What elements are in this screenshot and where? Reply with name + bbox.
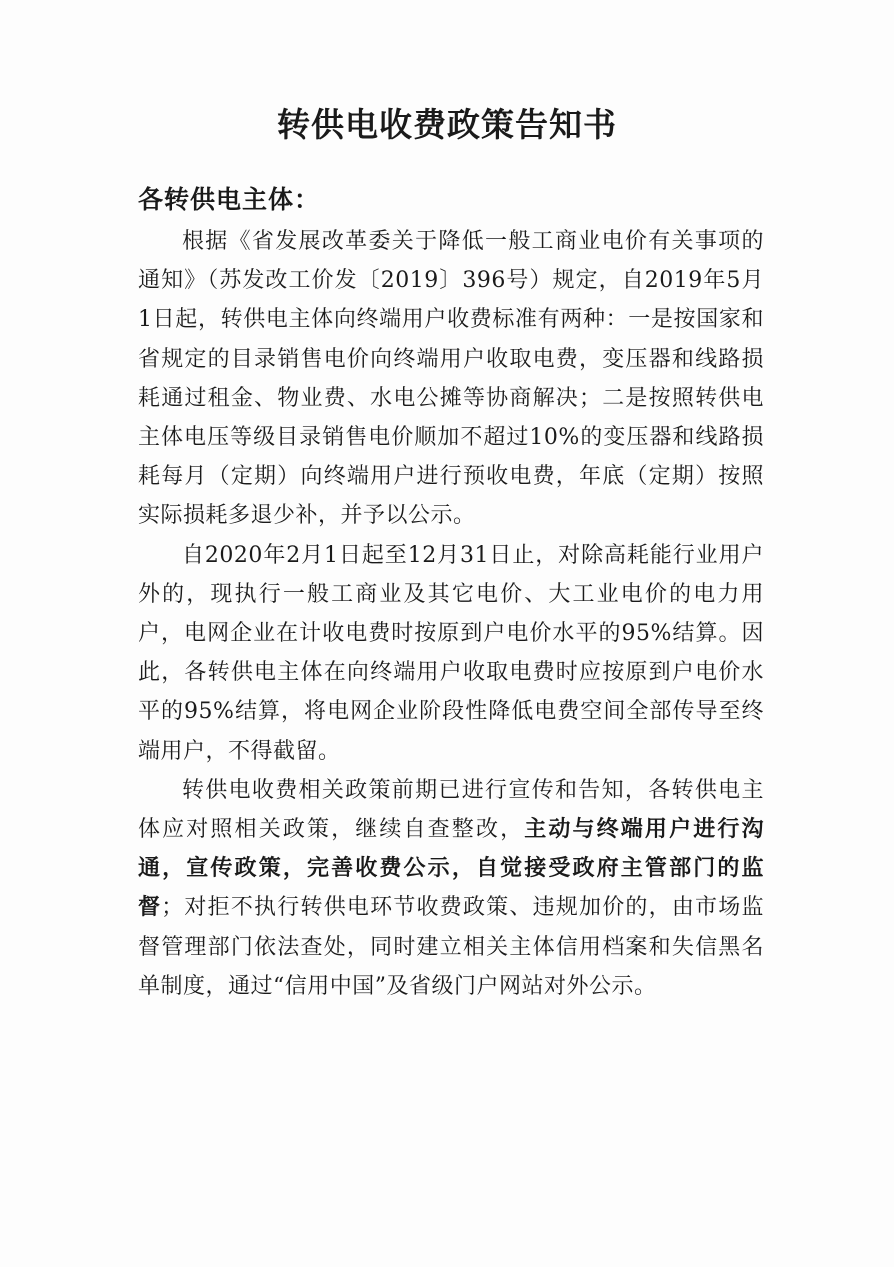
salutation: 各转供电主体： — [138, 185, 321, 214]
document-title: 转供电收费政策告知书 — [277, 105, 617, 144]
paragraph-1: 根据《省发展改革委关于降低一般工商业电价有关事项的通知》（苏发改工价发〔2019〕396号）规定，自2019年5月1日起，转供电主体向终端用户收费标准有两种：一是按国家和省规定的目录销售电价向终端用户收取电费，变压器和线路损耗通过租金、物业费、水电公摊等协商解决；二是按照转供电主体电压等级目录销售电价顺加不超过10%的变压器和线路损耗每月（定期）向终端用户进行预收电费，年底（定期）按照实际损耗多退少补，并予以公示。 — [138, 229, 764, 529]
document-body — [138, 222, 764, 1006]
paragraph-3-bold-text: 主动与终端用户进行沟通，宣传政策，完善收费公示，自觉接受政府主管部门的监督 — [138, 816, 764, 921]
paragraph-3-text-end: ；对拒不执行转供电环节收费政策、违规加价的，由市场监督管理部门依法查处，同时建立相关主体信用档案和失信黑名单制度，通过“信用中国”及省级门户网站对外公示。 — [138, 895, 764, 999]
paragraph-2: 自2020年2月1日起至12月31日止，对除高耗能行业用户外的，现执行一般工商业及其它电价、大工业电价的电力用户，电网企业在计收电费时按原到户电价水平的95%结算。因此，各转供电主体在向终端用户收取电费时应按原到户电价水平的95%结算，将电网企业阶段性降低电费空间全部传导至终端用户，不得截留。 — [138, 542, 764, 764]
paragraph-3-text-start: 转供电收费相关政策前期已进行宣传和告知，各转供电主体应对照相关政策，继续自查整改， — [138, 777, 764, 843]
paragraph-3 — [138, 771, 764, 1006]
